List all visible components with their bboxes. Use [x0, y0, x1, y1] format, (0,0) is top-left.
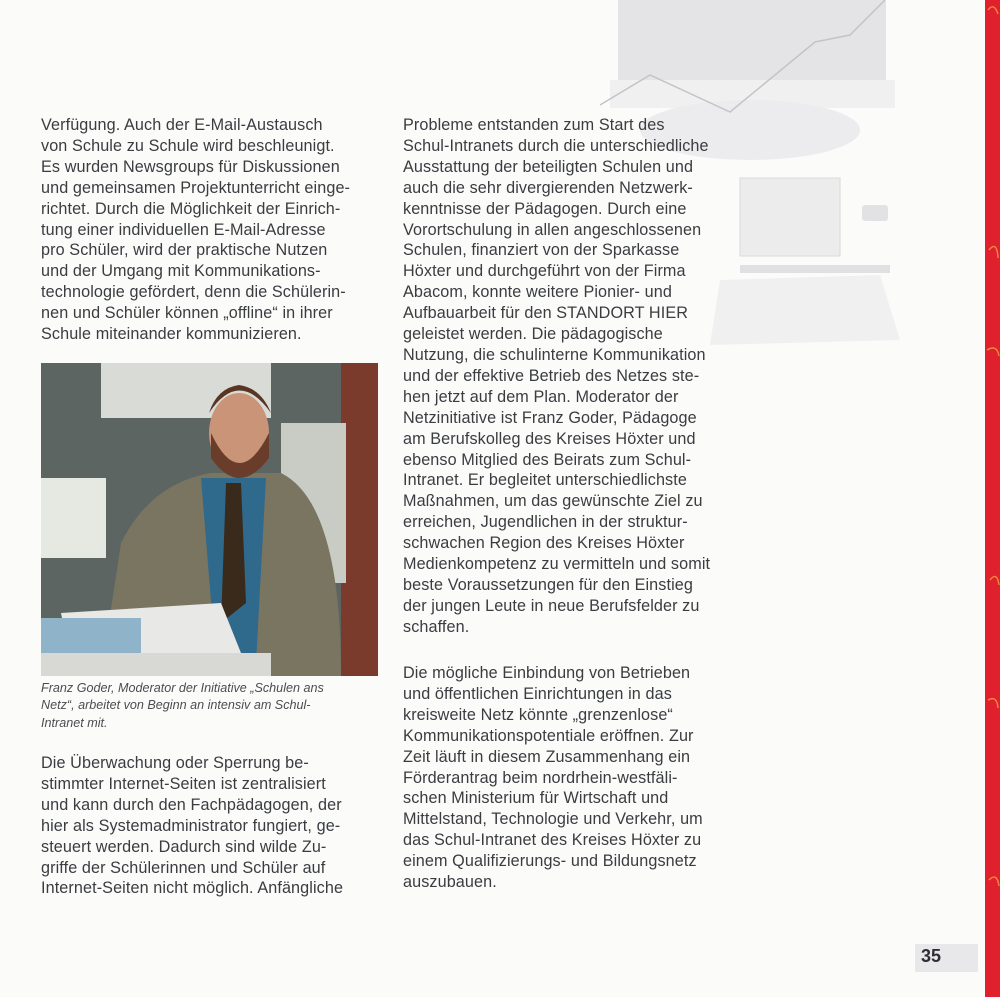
desk [41, 653, 271, 676]
flipchart [41, 478, 106, 558]
page-number: 35 [921, 946, 942, 966]
left-column-top-text [41, 115, 381, 345]
vent-strip [740, 265, 890, 273]
right-column-text-1 [403, 115, 748, 638]
computer-case [740, 178, 840, 256]
right-column-text-2 [403, 663, 748, 893]
monitor-screen [618, 0, 886, 80]
red-accent-strip [985, 0, 1000, 997]
photo-caption: Franz Goder, Moderator der Initiative „Schulen ans Netz“, arbeitet von Beginn an intensiv am Schul- Intranet mit. [41, 681, 324, 730]
body-paragraph: Probleme entstanden zum Start des Schul-Intranets durch die unterschiedliche Ausstattung der beteiligten Schulen und auch die sehr divergierenden Netzwerk- kenntnisse der Pädagogen. Durch eine Vorortschulung in allen angeschlossenen Schulen, finanziert von der Sparkasse Höxter und durchgeführt von der Firma Abacom, konnte weitere Pionier- und Aufbauarbeit für den STANDORT HIER geleistet werden. Die pädagogische Nutzung, die schulinterne Kommunikation und der effektive Betrieb des Netzes ste- hen jetzt auf dem Plan. Moderator der Netzinitiative ist Franz Goder, Pädagoge am Berufskolleg des Kreises Höxter und ebenso Mitglied des Beirats zum Schul- Intranet. Er begleitet unterschiedlichste Maßnahmen, um das gewünschte Ziel zu erreichen, Jugendlichen in der struktur- schwachen Region des Kreises Höxter Medienkompetenz zu vermitteln und somit beste Voraussetzungen für den Einstieg der jungen Leute in neue Berufsfelder zu schaffen. [403, 116, 711, 636]
portrait-photo [41, 363, 378, 676]
handwriting-pattern [985, 0, 1000, 997]
body-paragraph: Die Überwachung oder Sperrung be- stimmter Internet-Seiten ist zentralisiert und kann durch den Fachpädagogen, der hier als Systemadministrator fungiert, ge- steuert werden. Dadurch sind wilde Zu- griffe der Schülerinnen und Schüler auf Internet-Seiten nicht möglich. Anfängliche [41, 754, 344, 898]
brick-wall [341, 363, 378, 676]
body-paragraph: Die mögliche Einbindung von Betrieben und öffentlichen Einrichtungen in das kreisweite Netz könnte „grenzenlose“ Kommunikationspotentiale eröffnen. Zur Zeit läuft in diesem Zusammenhang ein Förderantrag beim nordrhein-westfäli- schen Ministerium für Wirtschaft und Mittelstand, Technologie und Verkehr, um das Schul-Intranet des Kreises Höxter zu einem Qualifizierungs- und Bildungsnetz auszubauen. [403, 664, 703, 892]
drive-slot [862, 205, 888, 221]
left-column-bottom-text [41, 753, 381, 899]
body-paragraph: Verfügung. Auch der E-Mail-Austausch von Schule zu Schule wird beschleunigt. Es wurden Newsgroups für Diskussionen und gemeinsamen Projektunterricht einge- richtet. Durch die Möglichkeit der Einrich- tung einer individuellen E-Mail-Adresse pro Schüler, wird der praktische Nutzen und der Umgang mit Kommunikations- technologie gefördert, denn die Schülerin- nen und Schüler können „offline“ in ihrer Schule miteinander kommunizieren. [41, 116, 351, 344]
